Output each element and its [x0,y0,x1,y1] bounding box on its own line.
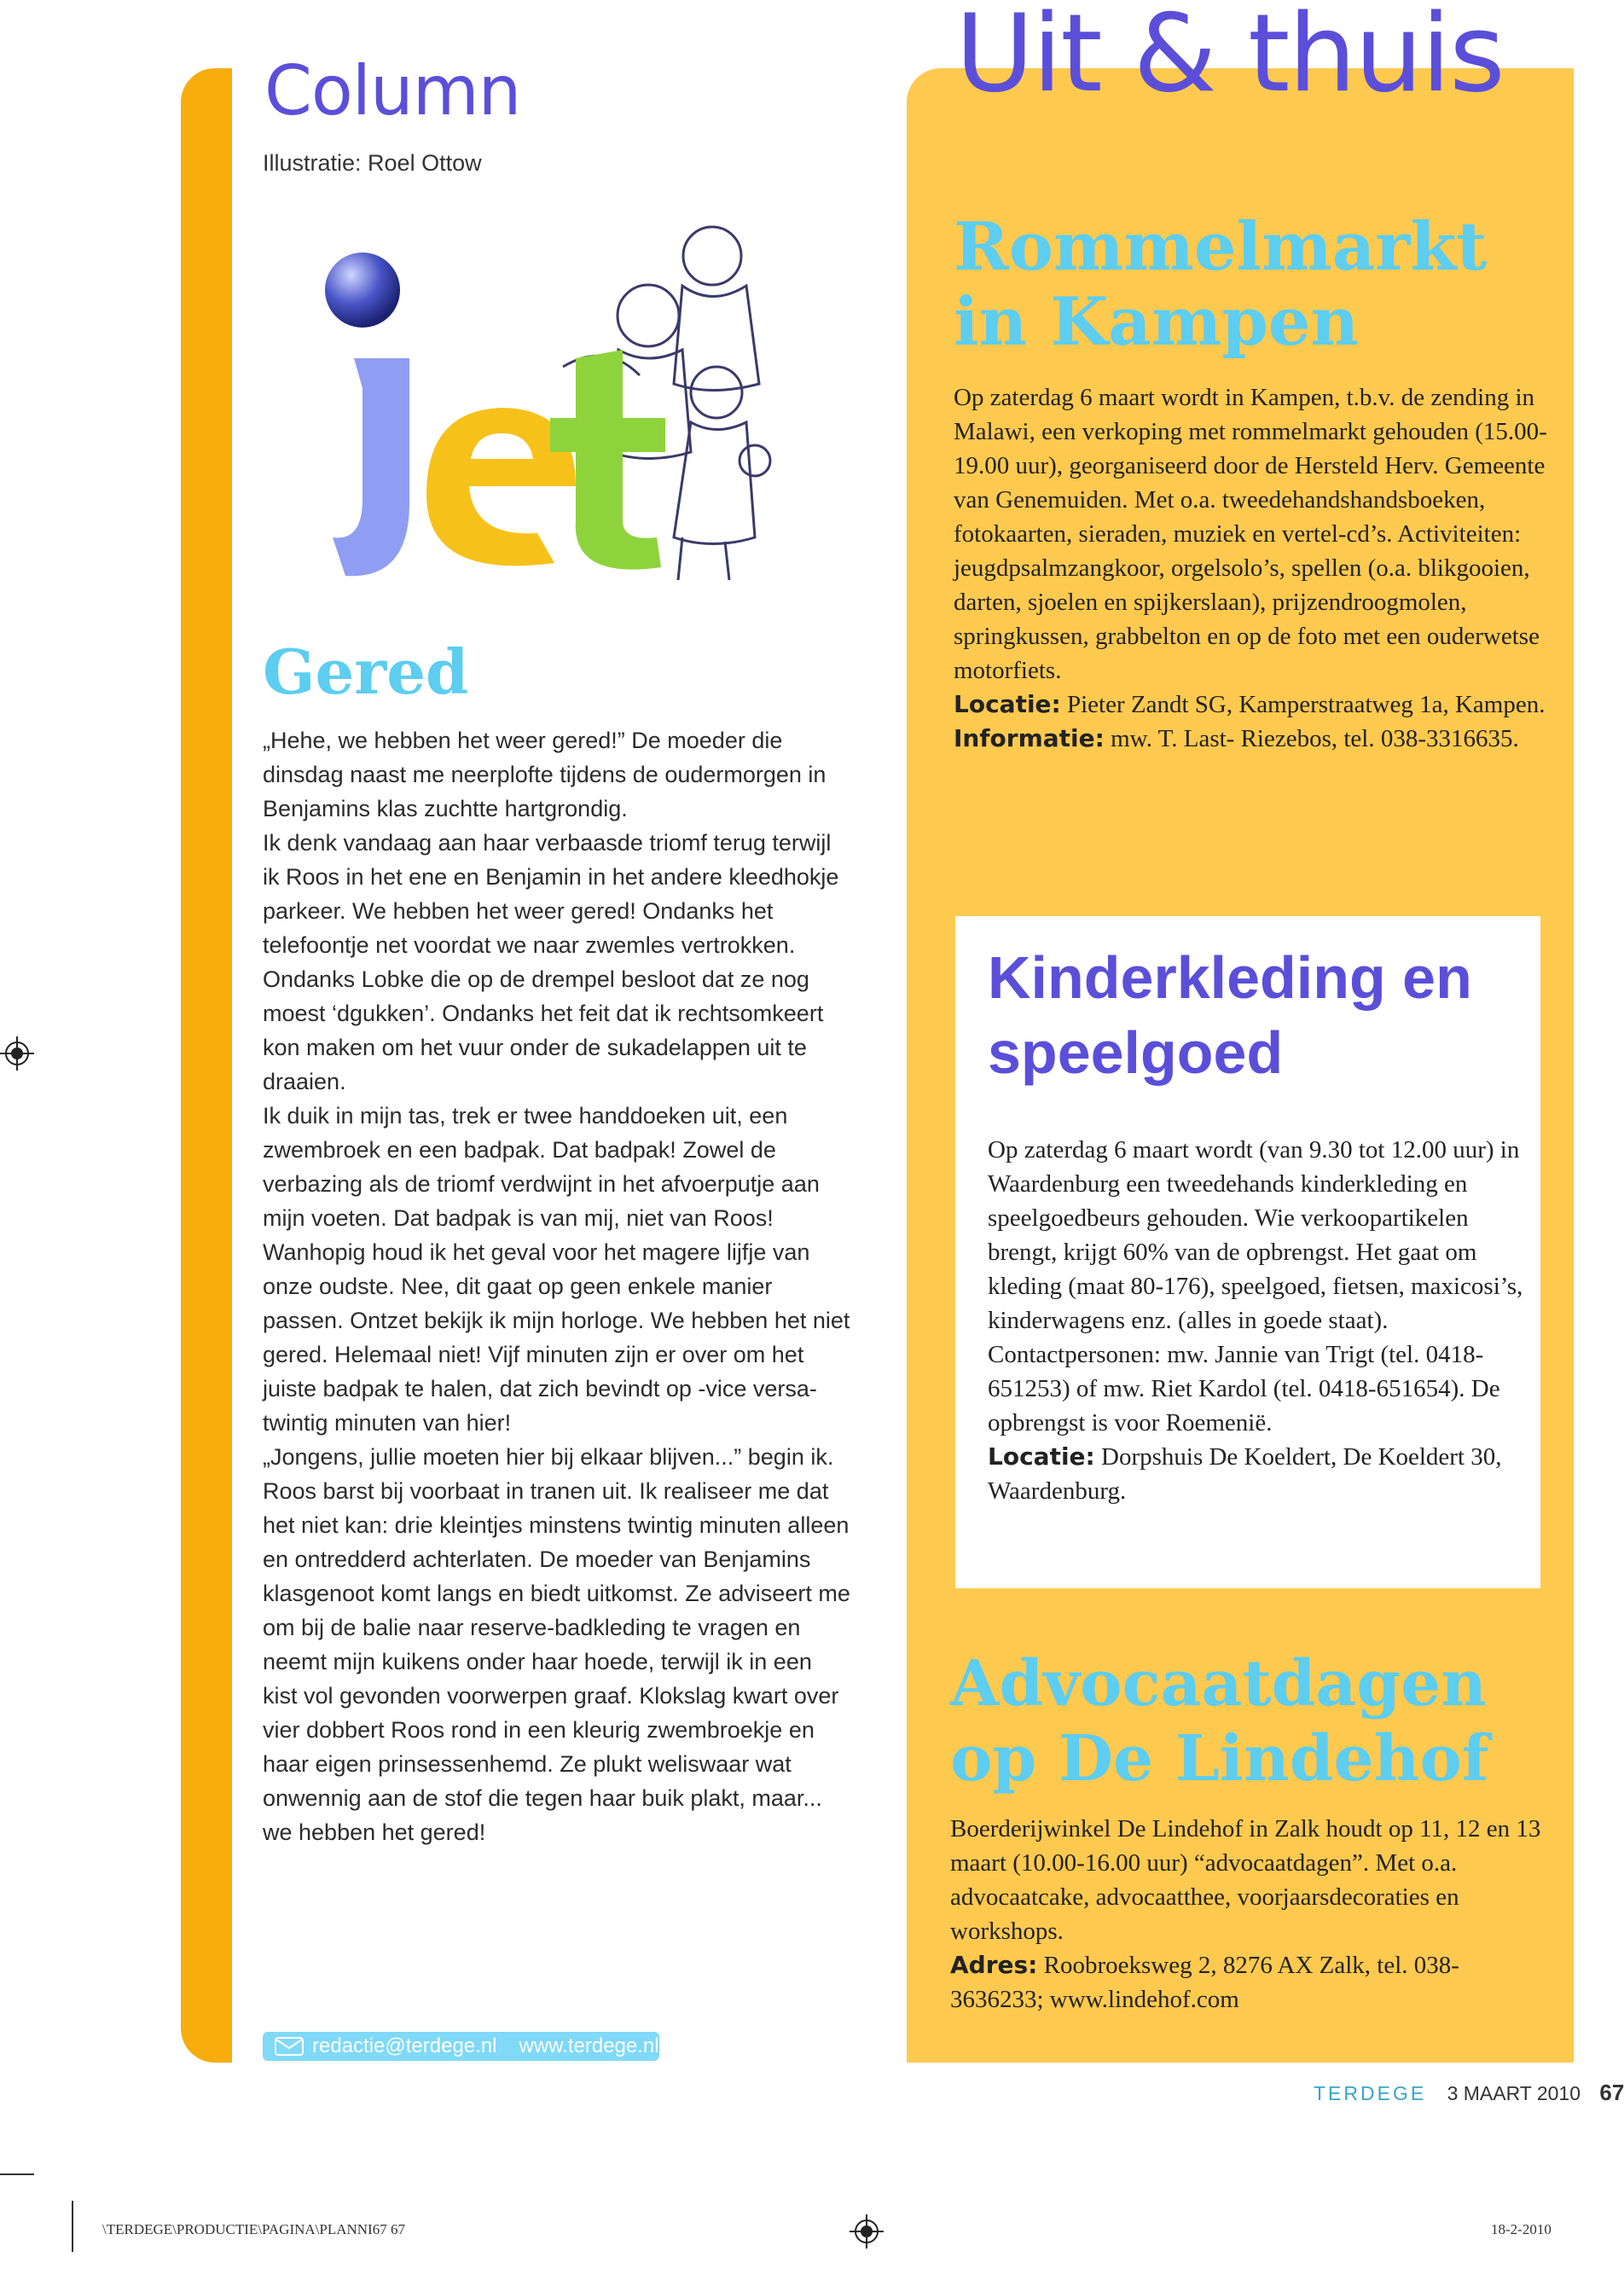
address-label: Adres: [950,1951,1038,1979]
column-paragraph: Ik denk vandaag aan haar verbaasde triomf terug terwijl ik Roos in het ene en Benjamin in het andere kleedhokje parkeer. We hebben het weer gered! Ondanks het telefoontje net voordat we naar zwemles vertrokken. Ondanks Lobke die op de drempel besloot dat ze nog moest ‘dgukken’. Ondanks het feit dat ik rechtsomkeert kon maken om het vuur onder de sukadelappen uit te draaien. [263,830,839,1094]
registration-mark-icon [0,1036,34,1071]
advocaatdagen-address [950,1948,1547,2017]
location-value: Pieter Zandt SG, Kamperstraatweg 1a, Kampen. [1067,691,1546,718]
envelope-icon [275,2037,304,2056]
kinderkleding-location [988,1440,1525,1508]
advocaatdagen-text: Boerderijwinkel De Lindehof in Zalk houdt op 11, 12 en 13 maart (10.00-16.00 uur) “advocaatdagen”. Met o.a. advocaatcake, advocaatthee, voorjaarsdecoraties en workshops. [950,1815,1541,1945]
kinderkleding-body [988,1133,1525,1508]
contact-bar [263,2032,659,2061]
illustration-credit: Illustratie: Roel Ottow [263,150,482,176]
blue-ball [325,252,400,328]
rommelmarkt-info [954,722,1551,756]
footer-brand: TERDEGE [1314,2082,1427,2104]
column-title: Column [264,51,521,131]
crop-mark [72,2201,73,2252]
advocaatdagen-body [950,1812,1547,2017]
info-label: Informatie: [954,724,1105,752]
info-value: mw. T. Last- Riezebos, tel. 038-3316635. [1111,725,1519,752]
location-value: Dorpshuis De Koeldert, De Koeldert 30, Waardenburg. [988,1443,1502,1505]
column-body [263,723,851,1849]
column-accent-bar [181,68,232,2063]
column-paragraph: Ik duik in mijn tas, trek er twee handdoeken uit, een zwembroek en een badpak. Dat badpak! Zowel de verbazing als de triomf verdwijnt in het afvoerputje aan mijn voeten. Dat badpak is van mij, niet van Roos! Wanhopig houd ik het geval voor het magere lijfje van onze oudste. Nee, dit gaat op geen enkele manier passen. Ontzet bekijk ik mijn horloge. We hebben het niet gered. Helemaal niet! Vijf minuten zijn er over om het juiste badpak te halen, dat zich bevindt op -vice versa- twintig minuten van hier! [263,1103,850,1436]
jet-logo-illustration [281,213,810,614]
location-label: Locatie: [988,1442,1095,1471]
crop-mark [0,2173,34,2175]
letter-j [333,358,409,576]
rommelmarkt-text: Op zaterdag 6 maart wordt in Kampen, t.b.v. de zending in Malawi, een verkoping met rommelmarkt gehouden (15.00-19.00 uur), georganiseerd door de Hersteld Herv. Gemeente van Genemuiden. Met o.a. tweedehandshandsboeken, fotokaarten, sieraden, muziek en vertel-cd’s. Activiteiten: jeugdpsalmzangkoor, orgelsolo’s, spellen (o.a. blikgooien, darten, sjoelen en spijkerslaan), prijzendroogmolen, springkussen, grabbelton en op de foto met een ouderwetse motorfiets. [954,384,1547,684]
column-heading: Gered [263,635,469,708]
footer-date: 3 MAART 2010 [1447,2082,1580,2104]
registration-mark-icon [850,2214,884,2249]
page-footer [1314,2080,1624,2106]
slug-path: \TERDEGE\PRODUCTIE\PAGINA\PLANNI67 67 [102,2221,405,2237]
slug-date: 18-2-2010 [1491,2221,1552,2237]
rommelmarkt-body [954,380,1551,756]
location-label: Locatie: [954,690,1061,718]
kinderkleding-title: Kinderkleding en speelgoed [988,944,1472,1086]
rommelmarkt-location [954,688,1551,722]
column-paragraph: „Hehe, we hebben het weer gered!” De moeder die dinsdag naast me neerplofte tijdens de oudermorgen in Benjamins klas zuchtte hartgrondig. [263,728,826,821]
section-title: Uit & thuis [955,0,1504,116]
contact-email-link[interactable]: redactie@terdege.nl [312,2034,497,2057]
kinderkleding-text: Op zaterdag 6 maart wordt (van 9.30 tot 12.00 uur) in Waardenburg een tweedehands kinderkleding en speelgoedbeurs gehouden. Wie verkoopartikelen brengt, krijgt 60% van de opbrengst. Het gaat om kleding (maat 80-176), speelgoed, fietsen, maxicosi’s, kinderwagens enz. (alles in goede staat). Contactpersonen: mw. Jannie van Trigt (tel. 0418-651253) of mw. Riet Kardol (tel. 0418-651654). De opbrengst is voor Roemenië. [988,1136,1523,1436]
rommelmarkt-title: Rommelmarkt in Kampen [954,208,1488,361]
advocaatdagen-title: Advocaatdagen op De Lindehof [950,1647,1489,1796]
column-paragraph: „Jongens, jullie moeten hier bij elkaar blijven...” begin ik. Roos barst bij voorbaat in tranen uit. Ik realiseer me dat het niet kan: drie kleintjes minstens twintig minuten alleen en ontredderd achterlaten. De moeder van Benjamins klasgenoot komt langs en biedt uitkomst. Ze adviseert me om bij de balie naar reserve-badkleding te vragen en neemt mijn kuikens onder haar hoede, terwijl ik in een kist vol gevonden voorwerpen graaf. Klokslag kwart over vier dobbert Roos rond in een kleurig zwembroekje en haar eigen prinsessenhemd. Ze plukt weliswaar wat onwennig aan de stof die tegen haar buik plakt, maar... we hebben het gered! [263,1444,850,1845]
address-value: Roobroeksweg 2, 8276 AX Zalk, tel. 038-3636233; www.lindehof.com [950,1952,1459,2013]
page-number: 67 [1599,2080,1624,2105]
contact-web-link[interactable]: www.terdege.nl [519,2034,659,2057]
